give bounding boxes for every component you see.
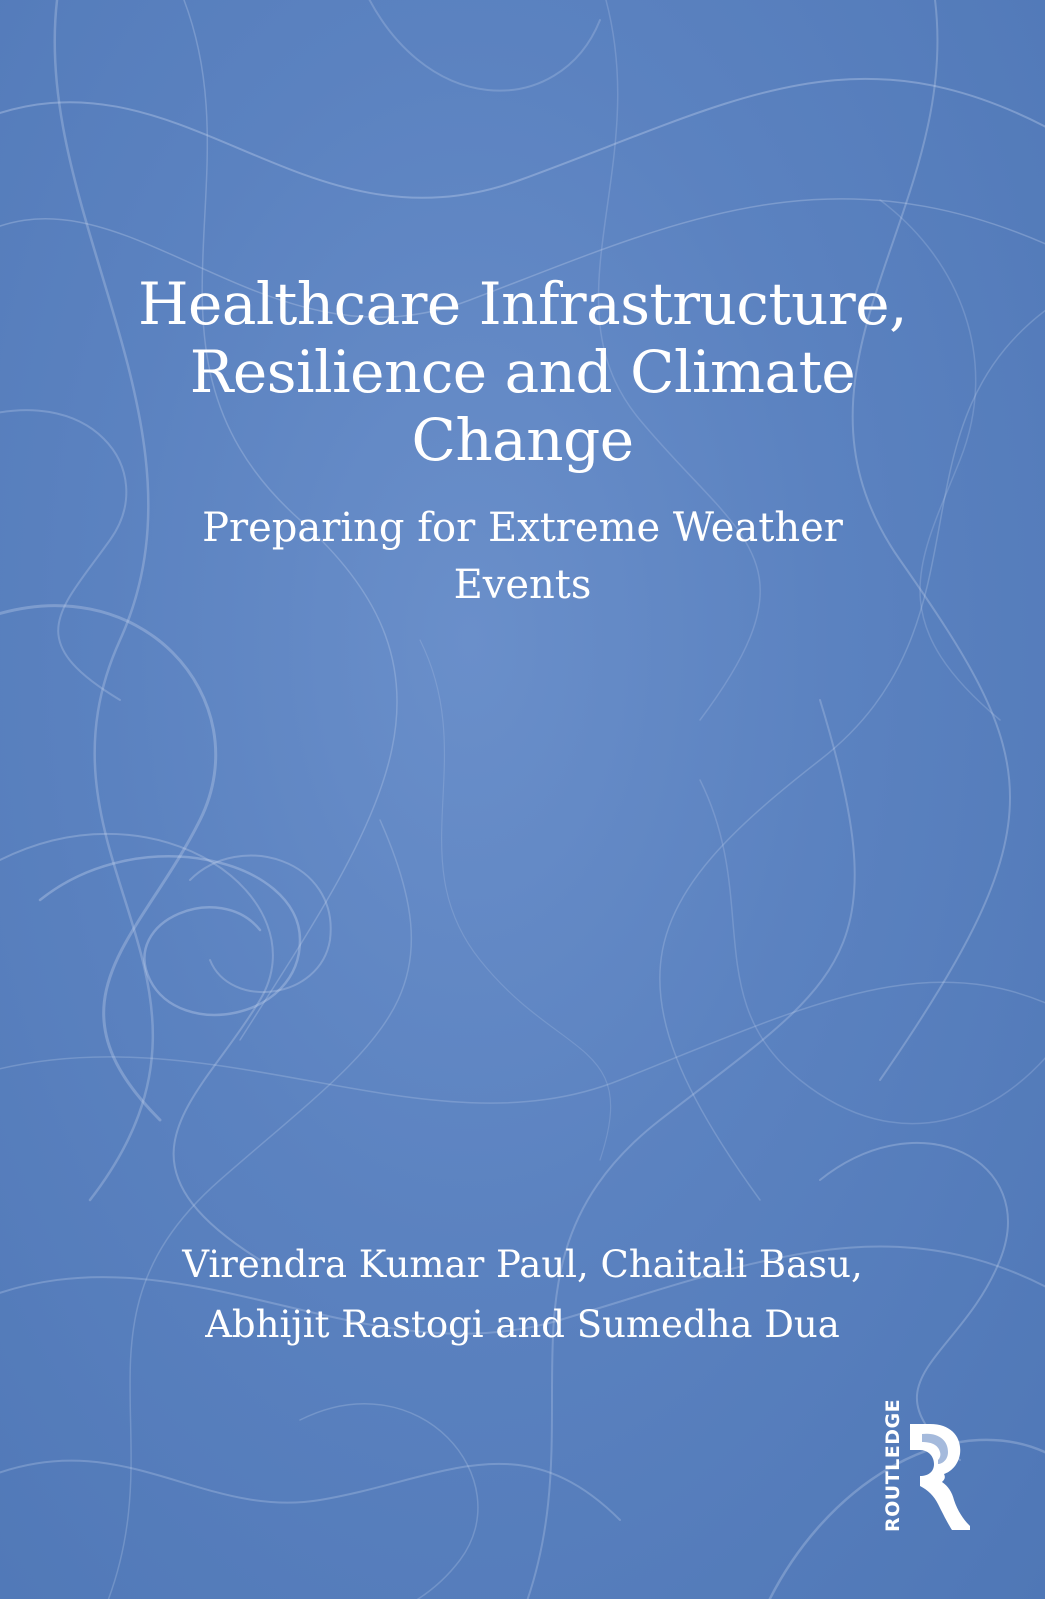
book-subtitle-line: Preparing for Extreme Weather bbox=[202, 505, 843, 551]
publisher-logo-text: ROUTLEDGE bbox=[882, 1398, 904, 1532]
book-title-line: Healthcare Infrastructure, bbox=[137, 270, 908, 338]
authors-line: Abhijit Rastogi and Sumedha Dua bbox=[205, 1303, 840, 1346]
book-title bbox=[60, 270, 985, 474]
book-authors bbox=[100, 1235, 945, 1355]
book-subtitle-line: Events bbox=[453, 562, 592, 608]
book-title-line: Resilience and Climate bbox=[189, 338, 856, 406]
authors-line: Virendra Kumar Paul, Chaitali Basu, bbox=[182, 1243, 863, 1286]
book-subtitle bbox=[140, 500, 905, 614]
publisher-logo bbox=[880, 1398, 970, 1532]
routledge-r-profile-icon bbox=[908, 1420, 970, 1532]
book-title-line: Change bbox=[411, 406, 634, 474]
